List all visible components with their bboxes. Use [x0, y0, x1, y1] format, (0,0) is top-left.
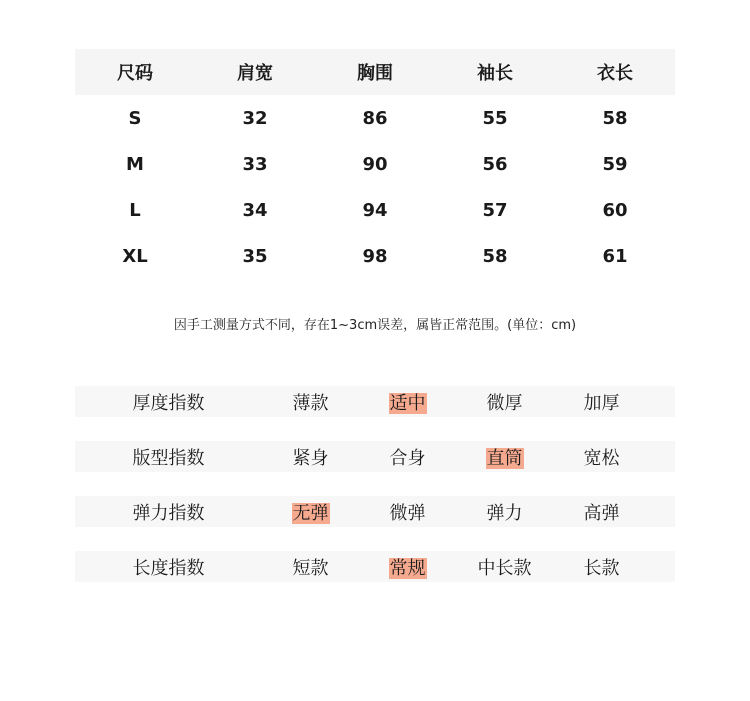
- table-cell: 60: [602, 199, 628, 221]
- table-cell: XL: [122, 245, 148, 267]
- table-cell: 98: [362, 245, 388, 267]
- table-cell: 61: [602, 245, 628, 267]
- table-row: [75, 187, 675, 233]
- index-row-thickness: [75, 386, 675, 417]
- table-row: [75, 95, 675, 141]
- table-cell: 58: [482, 245, 508, 267]
- header-cell: 尺码: [117, 63, 153, 84]
- index-table: [75, 386, 675, 606]
- index-option-selected: 常规: [389, 557, 426, 579]
- index-option: 宽松: [583, 447, 620, 469]
- index-label: 弹力指数: [132, 502, 205, 524]
- index-label: 长度指数: [132, 557, 205, 579]
- index-row-elasticity: [75, 496, 675, 527]
- header-cell: 袖长: [477, 63, 513, 84]
- table-cell: 35: [242, 245, 268, 267]
- index-option: 合身: [389, 447, 426, 469]
- table-cell: 55: [482, 107, 508, 129]
- table-row: [75, 233, 675, 279]
- index-option: 紧身: [292, 447, 329, 469]
- index-option: 加厚: [583, 392, 620, 414]
- table-cell: 59: [602, 153, 628, 175]
- table-cell: M: [126, 153, 144, 175]
- index-option: 高弹: [583, 502, 620, 524]
- size-table: [75, 49, 675, 279]
- index-label: 版型指数: [132, 447, 205, 469]
- table-row: [75, 141, 675, 187]
- index-row-length: [75, 551, 675, 582]
- index-option: 薄款: [292, 392, 329, 414]
- table-cell: 32: [242, 107, 268, 129]
- index-option: 短款: [292, 557, 329, 579]
- table-cell: 56: [482, 153, 508, 175]
- index-option: 长款: [583, 557, 620, 579]
- index-option: 微弹: [389, 502, 426, 524]
- measurement-note: 因手工测量方式不同，存在1~3cm误差，属皆正常范围。(单位：cm): [173, 318, 577, 333]
- table-cell: S: [128, 107, 142, 129]
- header-cell: 衣长: [597, 63, 633, 84]
- table-cell: L: [129, 199, 141, 221]
- table-cell: 90: [362, 153, 388, 175]
- table-cell: 94: [362, 199, 388, 221]
- table-cell: 33: [242, 153, 268, 175]
- index-option: 弹力: [486, 502, 523, 524]
- index-option-selected: 无弹: [292, 502, 329, 524]
- index-option-selected: 适中: [389, 392, 426, 414]
- index-option: 中长款: [477, 557, 532, 579]
- header-cell: 肩宽: [237, 63, 273, 84]
- index-option: 微厚: [486, 392, 523, 414]
- size-table-header: [75, 49, 675, 95]
- table-cell: 57: [482, 199, 508, 221]
- header-cell: 胸围: [357, 63, 393, 84]
- index-label: 厚度指数: [132, 392, 205, 414]
- table-cell: 86: [362, 107, 388, 129]
- index-row-fit: [75, 441, 675, 472]
- table-cell: 58: [602, 107, 628, 129]
- table-cell: 34: [242, 199, 268, 221]
- index-option-selected: 直筒: [486, 447, 523, 469]
